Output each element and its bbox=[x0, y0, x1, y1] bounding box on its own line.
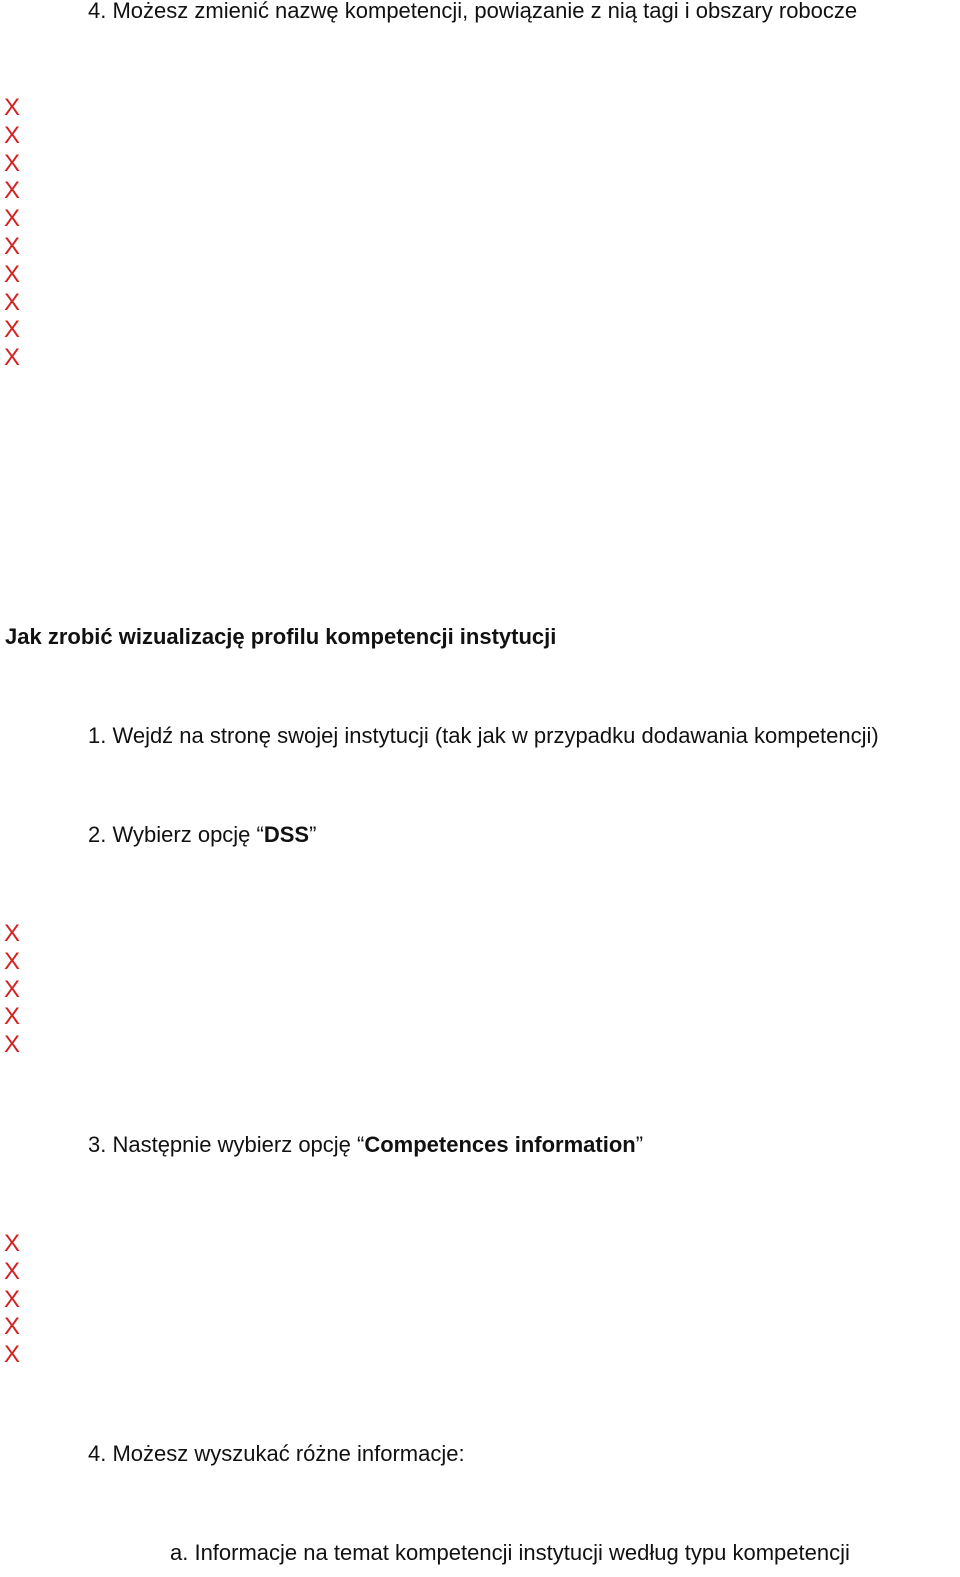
broken-image-icon: X bbox=[4, 205, 21, 233]
broken-image-icon: X bbox=[4, 94, 21, 121]
step-3-option-name: Competences information bbox=[364, 1132, 636, 1157]
broken-image-group-3 bbox=[4, 1230, 20, 1369]
broken-image-icon: X bbox=[4, 121, 21, 149]
broken-image-icon: X bbox=[4, 177, 21, 205]
step-3-suffix: ” bbox=[635, 1132, 644, 1157]
step-3-prefix: 3. Następnie wybierz opcję “ bbox=[88, 1132, 365, 1157]
broken-image-icon: X bbox=[4, 947, 21, 975]
broken-image-icon: X bbox=[4, 1003, 21, 1031]
broken-image-icon: X bbox=[4, 316, 21, 344]
step-4a-competence-by-type: a. Informacje na temat kompetencji instytucji według typu kompetencji bbox=[170, 1540, 850, 1565]
broken-image-icon: X bbox=[4, 344, 21, 372]
broken-image-icon: X bbox=[4, 1031, 21, 1059]
broken-image-icon: X bbox=[4, 975, 21, 1003]
broken-image-icon: X bbox=[4, 1257, 21, 1285]
broken-image-icon: X bbox=[4, 1230, 21, 1257]
step-1-visit-institution: 1. Wejdź na stronę swojej instytucji (tak jak w przypadku dodawania kompetencji) bbox=[88, 723, 879, 748]
broken-image-icon: X bbox=[4, 232, 21, 260]
broken-image-group-1 bbox=[4, 94, 20, 372]
step-2-prefix: 2. Wybierz opcję “ bbox=[88, 822, 264, 847]
broken-image-icon: X bbox=[4, 1341, 21, 1369]
step-3-choose-competences-information bbox=[88, 1132, 643, 1158]
broken-image-icon: X bbox=[4, 149, 21, 177]
step-2-option-name: DSS bbox=[263, 822, 310, 847]
step-2-suffix: ” bbox=[309, 822, 317, 847]
step-4-search-information: 4. Możesz wyszukać różne informacje: bbox=[88, 1441, 465, 1466]
step-2-choose-dss bbox=[88, 822, 316, 848]
broken-image-icon: X bbox=[4, 1285, 21, 1313]
broken-image-icon: X bbox=[4, 288, 21, 316]
section-heading: Jak zrobić wizualizację profilu kompetencji instytucji bbox=[5, 624, 557, 649]
broken-image-icon: X bbox=[4, 1313, 21, 1341]
broken-image-icon: X bbox=[4, 920, 21, 947]
broken-image-group-2 bbox=[4, 920, 20, 1059]
broken-image-icon: X bbox=[4, 260, 21, 288]
step-4-edit-competence: 4. Możesz zmienić nazwę kompetencji, powiązanie z nią tagi i obszary robocze bbox=[88, 0, 858, 23]
